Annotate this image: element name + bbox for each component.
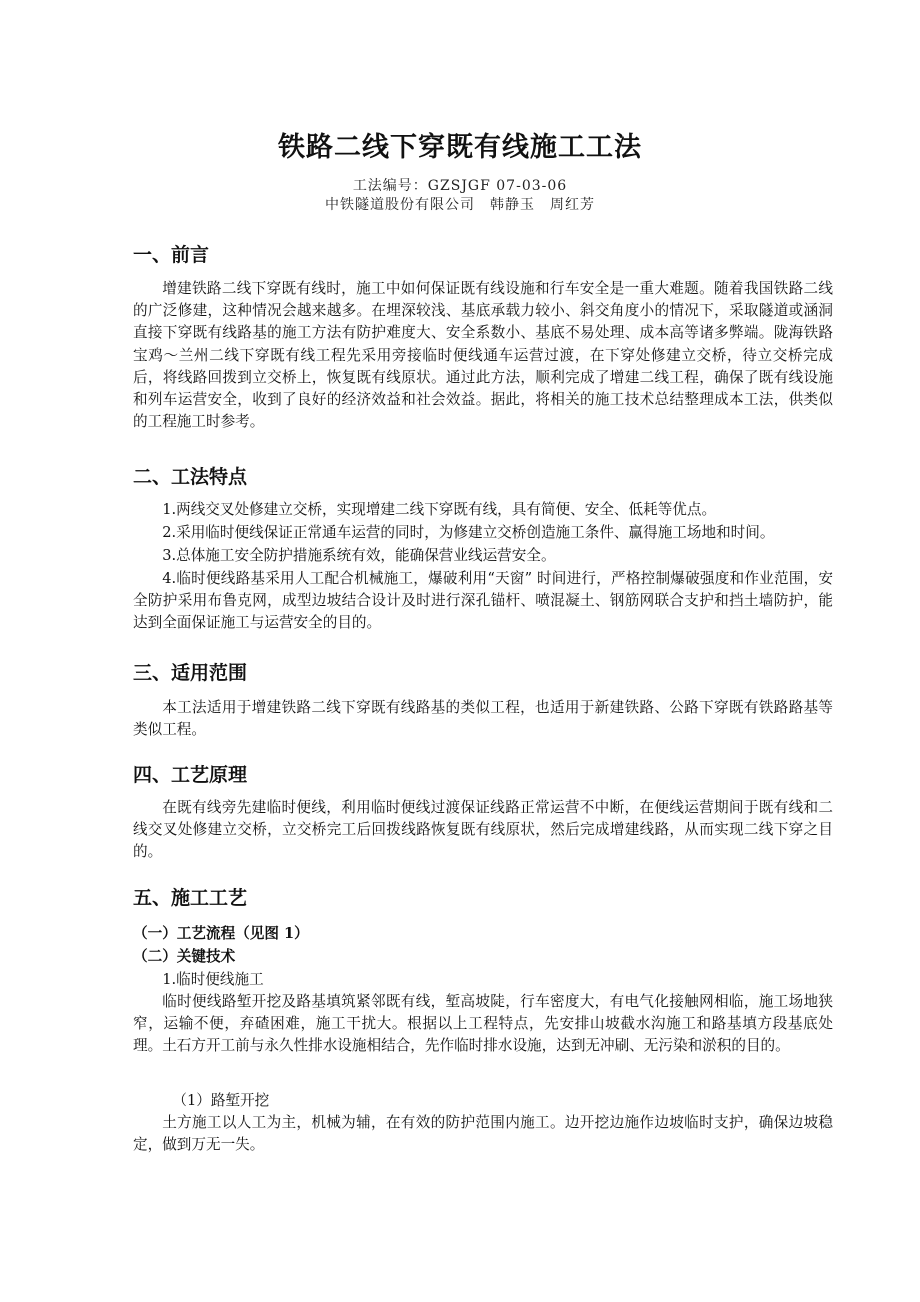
section-heading-scope: 三、适用范围 bbox=[133, 662, 248, 684]
feature-item: 4.临时便线路基采用人工配合机械施工，爆破利用“天窗” 时间进行，严格控制爆破强度和作业范围，安全防护采用布鲁克网，成型边坡结合设计及时进行深孔锚杆、喷混凝土、钢筋网联合支护和挡土墙防护，能达到全面保证施工与运营安全的目的。 bbox=[133, 570, 833, 632]
preface-paragraph: 增建铁路二线下穿既有线时，施工中如何保证既有线设施和行车安全是一重大难题。随着我国铁路二线的广泛修建，这种情况会越来越多。在埋深较浅、基底承载力较小、斜交角度小的情况下，采取隧道或涵洞直接下穿既有线路基的施工方法有防护难度大、安全系数小、基底不易处理、成本高等诸多弊端。陇海铁路宝鸡～兰州二线下穿既有线工程先采用旁接临时便线通车运营过渡，在下穿处修建立交桥，待立交桥完成后，将线路回拨到立交桥上，恢复既有线原状。通过此方法，顺利完成了增建二线工程，确保了既有线设施和列车运营安全，收到了良好的经济效益和社会效益。据此，将相关的施工技术总结整理成本工法，供类似的工程施工时参考。 bbox=[133, 280, 833, 431]
subheading-key-tech: （二）关键技术 bbox=[133, 948, 236, 965]
section-heading-preface: 一、前言 bbox=[133, 244, 210, 266]
section-heading-features: 二、工法特点 bbox=[133, 466, 248, 488]
scope-paragraph: 本工法适用于增建铁路二线下穿既有线路基的类似工程，也适用于新建铁路、公路下穿既有铁路路基等类似工程。 bbox=[133, 699, 833, 739]
temp-line-paragraph: 临时便线路堑开挖及路基填筑紧邻既有线，堑高坡陡，行车密度大，有电气化接触网相临，施工场地狭窄，运输不便，弃碴困难，施工干扰大。根据以上工程特点，先安排山坡截水沟施工和路基填方段基底处理。土石方开工前与永久性排水设施相结合，先作临时排水设施，达到无冲刷、无污染和淤积的目的。 bbox=[133, 993, 833, 1055]
item-temp-line: 1.临时便线施工 bbox=[162, 971, 264, 988]
cut-excavation-paragraph: 土方施工以人工为主，机械为辅，在有效的防护范围内施工。边开挖边施作边坡临时支护，确保边坡稳定，做到万无一失。 bbox=[133, 1114, 833, 1154]
item-cut-excavation: （1）路堑开挖 bbox=[172, 1092, 270, 1109]
document-title: 铁路二线下穿既有线施工工法 bbox=[278, 132, 642, 163]
method-code: 工法编号：GZSJGF 07-03-06 bbox=[352, 178, 568, 194]
feature-item: 3.总体施工安全防护措施系统有效，能确保营业线运营安全。 bbox=[162, 547, 556, 564]
principle-paragraph: 在既有线旁先建临时便线，利用临时便线过渡保证线路正常运营不中断，在便线运营期间于既有线和二线交叉处修建立交桥，立交桥完工后回拨线路恢复既有线原状，然后完成增建线路，从而实现二线下穿之目的。 bbox=[133, 799, 833, 861]
authors-line: 中铁隧道股份有限公司 韩静玉 周红芳 bbox=[325, 197, 595, 213]
feature-item: 2.采用临时便线保证正常通车运营的同时，为修建立交桥创造施工条件、赢得施工场地和时间。 bbox=[162, 524, 775, 541]
section-heading-process: 五、施工工艺 bbox=[133, 887, 248, 909]
section-heading-principle: 四、工艺原理 bbox=[133, 764, 248, 786]
subheading-process-flow: （一）工艺流程（见图 1） bbox=[133, 925, 309, 942]
feature-item: 1.两线交叉处修建立交桥，实现增建二线下穿既有线，具有简便、安全、低耗等优点。 bbox=[162, 501, 717, 518]
